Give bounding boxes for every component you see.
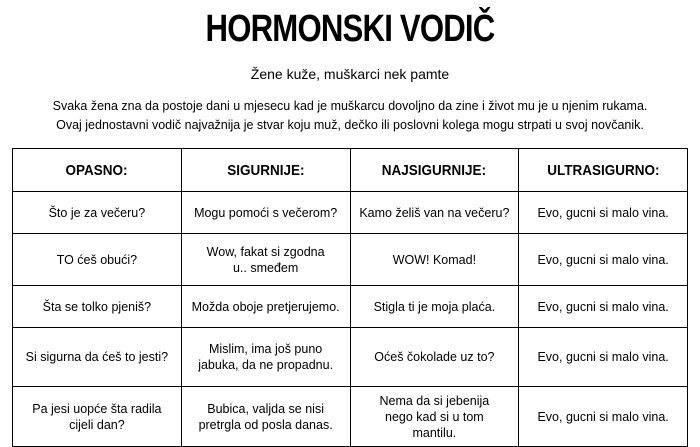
table-cell: Mislim, ima još puno jabuka, da ne propadnu. bbox=[181, 328, 350, 387]
table-cell: Stigla ti je moja plaća. bbox=[350, 286, 519, 328]
table-cell: Si sigurna da ćeš to jesti? bbox=[13, 328, 182, 387]
table-cell: Mogu pomoći s večerom? bbox=[181, 192, 350, 234]
intro-line-2: Ovaj jednostavni vodič najvažnija je stvar koju muž, dečko ili poslovni kolega mogu strpati u svoj novčanik. bbox=[56, 118, 644, 132]
table-cell: Oćeš čokolade uz to? bbox=[350, 328, 519, 387]
table-cell: Evo, gucni si malo vina. bbox=[519, 192, 688, 234]
table-row bbox=[13, 192, 688, 234]
column-header-opasno: OPASNO: bbox=[13, 149, 182, 192]
table-row bbox=[13, 286, 688, 328]
table-cell: Evo, gucni si malo vina. bbox=[519, 328, 688, 387]
table-cell: Možda oboje pretjerujemo. bbox=[181, 286, 350, 328]
column-header-sigurnije: SIGURNIJE: bbox=[181, 149, 350, 192]
table-row bbox=[13, 328, 688, 387]
table-cell: Pa jesi uopće šta radila cijeli dan? bbox=[13, 387, 182, 447]
table-cell: WOW! Komad! bbox=[350, 234, 519, 286]
table-cell: TO ćeš obući? bbox=[13, 234, 182, 286]
table-cell: Što je za večeru? bbox=[13, 192, 182, 234]
intro-line-1: Svaka žena zna da postoje dani u mjesecu kad je muškarcu dovoljno da zine i život mu je u njenim rukama. bbox=[52, 99, 648, 113]
table-row bbox=[13, 234, 688, 286]
page-subtitle: Žene kuže, muškarci nek pamte bbox=[250, 66, 450, 82]
page-title: HORMONSKI VODIČ bbox=[205, 8, 495, 50]
table-cell: Evo, gucni si malo vina. bbox=[519, 387, 688, 447]
table-cell: Šta se tolko pjeniš? bbox=[13, 286, 182, 328]
table-cell: Kamo želiš van na večeru? bbox=[350, 192, 519, 234]
table-cell: Wow, fakat si zgodna u.. smeđem bbox=[181, 234, 350, 286]
hormone-guide-table bbox=[12, 148, 688, 447]
table-row bbox=[13, 387, 688, 447]
table-cell: Evo, gucni si malo vina. bbox=[519, 286, 688, 328]
table-cell: Nema da si jebenija nego kad si u tom mantilu. bbox=[350, 387, 519, 447]
table-cell: Evo, gucni si malo vina. bbox=[519, 234, 688, 286]
column-header-najsigurnije: NAJSIGURNIJE: bbox=[350, 149, 519, 192]
column-header-ultrasigurno: ULTRASIGURNO: bbox=[519, 149, 688, 192]
intro-text bbox=[0, 97, 700, 135]
table-header-row bbox=[13, 149, 688, 192]
table-cell: Bubica, valjda se nisi pretrgla od posla danas. bbox=[181, 387, 350, 447]
